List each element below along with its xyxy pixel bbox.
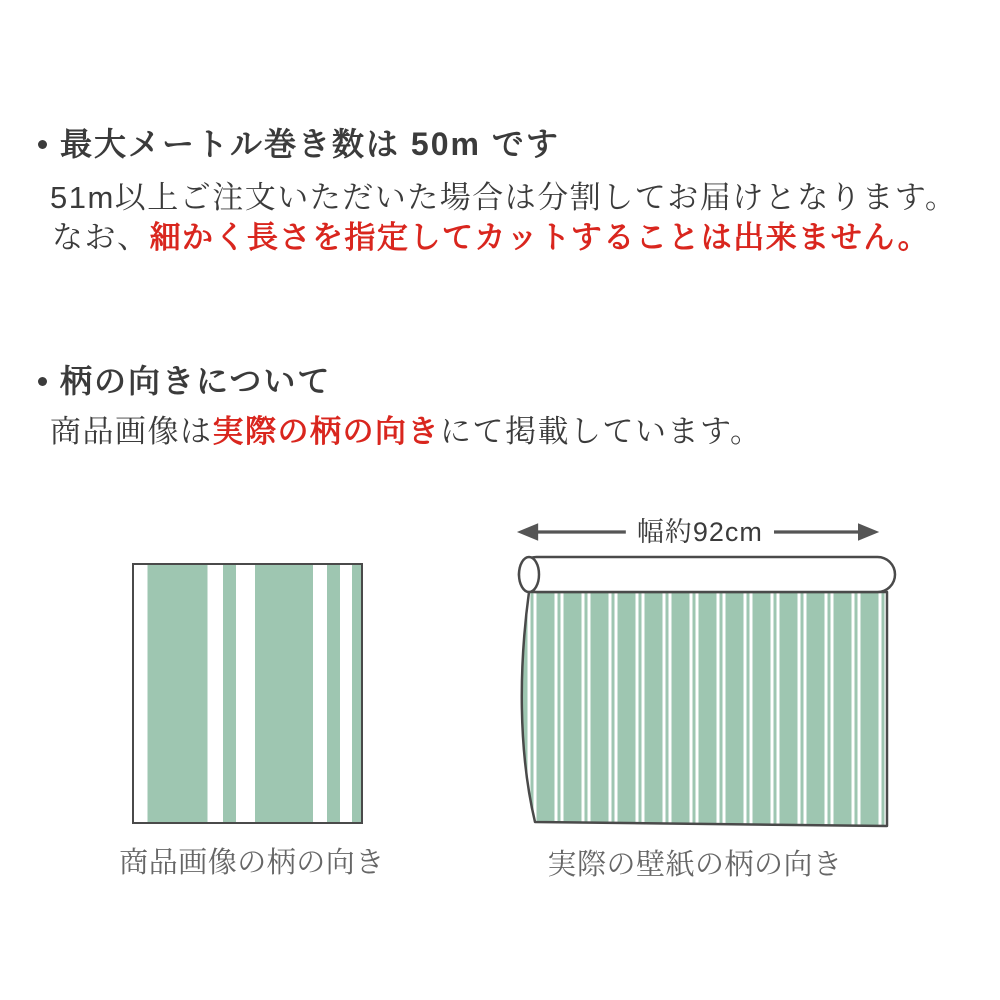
hanging-sheet <box>522 592 887 826</box>
roll-end-cap <box>519 557 539 592</box>
no-cut-note <box>52 220 930 256</box>
pattern-direction-suffix: にて掲載しています。 <box>440 414 763 449</box>
no-cut-note-prefix: なお、 <box>52 220 150 255</box>
max-roll-length-heading: 最大メートル巻き数は 50m です <box>60 126 560 162</box>
max-roll-length-heading-row <box>38 127 560 162</box>
product-image-caption: 商品画像の柄の向き <box>119 847 385 879</box>
bullet-icon <box>38 140 47 149</box>
bullet-icon <box>38 377 47 386</box>
pattern-direction-heading-row <box>38 364 331 399</box>
pattern-direction-prefix: 商品画像は <box>50 414 213 449</box>
split-delivery-note: 51m以上ご注文いただいた場合は分割してお届けとなります。 <box>50 180 958 215</box>
wallpaper-roll-figure <box>505 548 905 830</box>
actual-wallpaper-caption: 実際の壁紙の柄の向き <box>547 849 843 881</box>
no-cut-note-emphasis: 細かく長さを指定してカットすることは出来ません。 <box>149 220 931 255</box>
width-label: 幅約92cm <box>636 516 763 547</box>
roll-cylinder <box>519 557 895 592</box>
pattern-direction-emphasis: 実際の柄の向き <box>212 414 440 449</box>
product-image-direction-figure <box>132 563 363 824</box>
width-annotation <box>516 518 880 546</box>
pattern-direction-heading: 柄の向きについて <box>60 363 332 399</box>
left-arrow-icon <box>516 521 626 543</box>
pattern-direction-note <box>50 414 763 450</box>
right-arrow-icon <box>774 521 880 543</box>
